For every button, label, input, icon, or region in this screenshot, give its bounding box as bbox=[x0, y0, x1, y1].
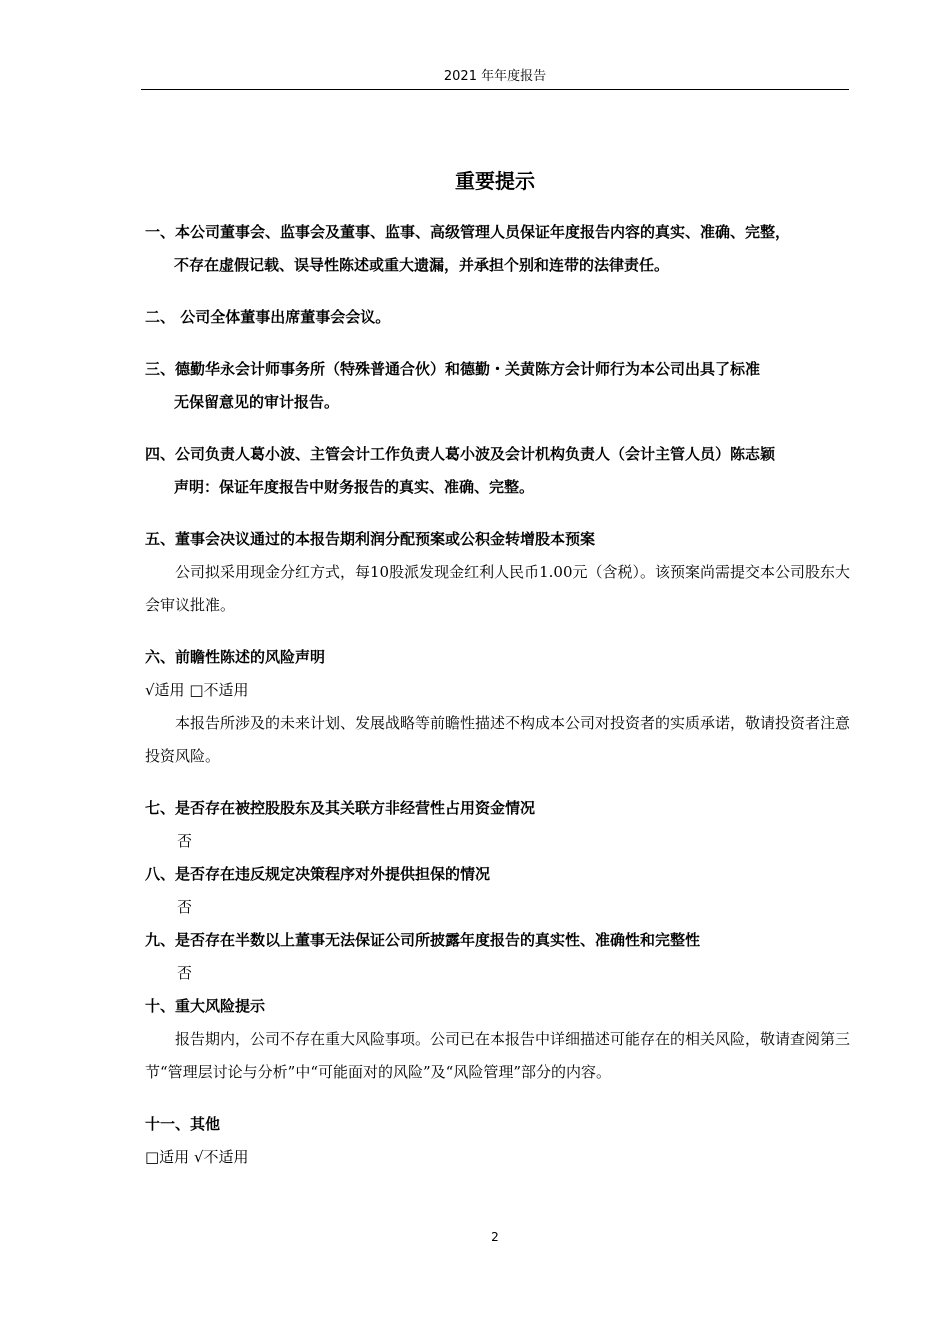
section-heading: 十一、其他 bbox=[145, 1115, 221, 1133]
notice-11 bbox=[145, 1108, 850, 1174]
section-heading-continued: 无保留意见的审计报告。 bbox=[174, 393, 340, 411]
section-answer: 否 bbox=[177, 964, 193, 982]
notice-6 bbox=[145, 641, 850, 773]
section-heading: 一、本公司董事会、监事会及董事、监事、高级管理人员保证年度报告内容的真实、准确、完整， bbox=[145, 223, 791, 241]
section-heading: 八、是否存在违反规定决策程序对外提供担保的情况 bbox=[145, 865, 491, 883]
section-heading: 九、是否存在半数以上董事无法保证公司所披露年度报告的真实性、准确性和完整性 bbox=[145, 931, 701, 949]
running-header: 2021 年年度报告 bbox=[443, 69, 547, 84]
section-answer: 否 bbox=[177, 832, 193, 850]
notice-3 bbox=[145, 353, 850, 419]
notice-7 bbox=[145, 792, 850, 858]
section-heading: 六、前瞻性陈述的风险声明 bbox=[145, 648, 326, 666]
header-rule bbox=[141, 89, 849, 90]
section-heading: 五、董事会决议通过的本报告期利润分配预案或公积金转增股本预案 bbox=[145, 530, 596, 548]
notice-4 bbox=[145, 438, 850, 504]
notice-1 bbox=[145, 216, 850, 282]
applicability-options: □适用 √不适用 bbox=[145, 1148, 249, 1166]
applicability-options: √适用 □不适用 bbox=[145, 681, 249, 699]
notice-10 bbox=[145, 990, 850, 1089]
section-body: 报告期内，公司不存在重大风险事项。公司已在本报告中详细描述可能存在的相关风险，敬请查阅第三节“管理层讨论与分析”中“可能面对的风险”及“风险管理”部分的内容。 bbox=[145, 1030, 851, 1081]
notice-8 bbox=[145, 858, 850, 924]
section-heading-continued: 声明：保证年度报告中财务报告的真实、准确、完整。 bbox=[174, 478, 535, 496]
section-heading: 七、是否存在被控股股东及其关联方非经营性占用资金情况 bbox=[145, 799, 536, 817]
notice-5 bbox=[145, 523, 850, 622]
page-title: 重要提示 bbox=[455, 169, 535, 193]
page-number: 2 bbox=[491, 1230, 499, 1244]
section-body: 本报告所涉及的未来计划、发展战略等前瞻性描述不构成本公司对投资者的实质承诺，敬请投资者注意投资风险。 bbox=[145, 714, 851, 765]
notice-9 bbox=[145, 924, 850, 990]
important-notices bbox=[145, 216, 850, 1174]
section-heading-continued: 不存在虚假记载、误导性陈述或重大遗漏，并承担个别和连带的法律责任。 bbox=[174, 256, 670, 274]
notice-2 bbox=[145, 301, 850, 334]
section-heading: 四、公司负责人葛小波、主管会计工作负责人葛小波及会计机构负责人（会计主管人员）陈志颖 bbox=[145, 445, 776, 463]
section-answer: 否 bbox=[177, 898, 193, 916]
section-heading: 十、重大风险提示 bbox=[145, 997, 266, 1015]
section-heading: 二、 公司全体董事出席董事会会议。 bbox=[145, 308, 391, 326]
section-body: 公司拟采用现金分红方式，每10股派发现金红利人民币1.00元（含税）。该预案尚需提交本公司股东大会审议批准。 bbox=[145, 563, 850, 614]
section-heading: 三、德勤华永会计师事务所（特殊普通合伙）和德勤・关黄陈方会计师行为本公司出具了标准 bbox=[145, 360, 761, 378]
